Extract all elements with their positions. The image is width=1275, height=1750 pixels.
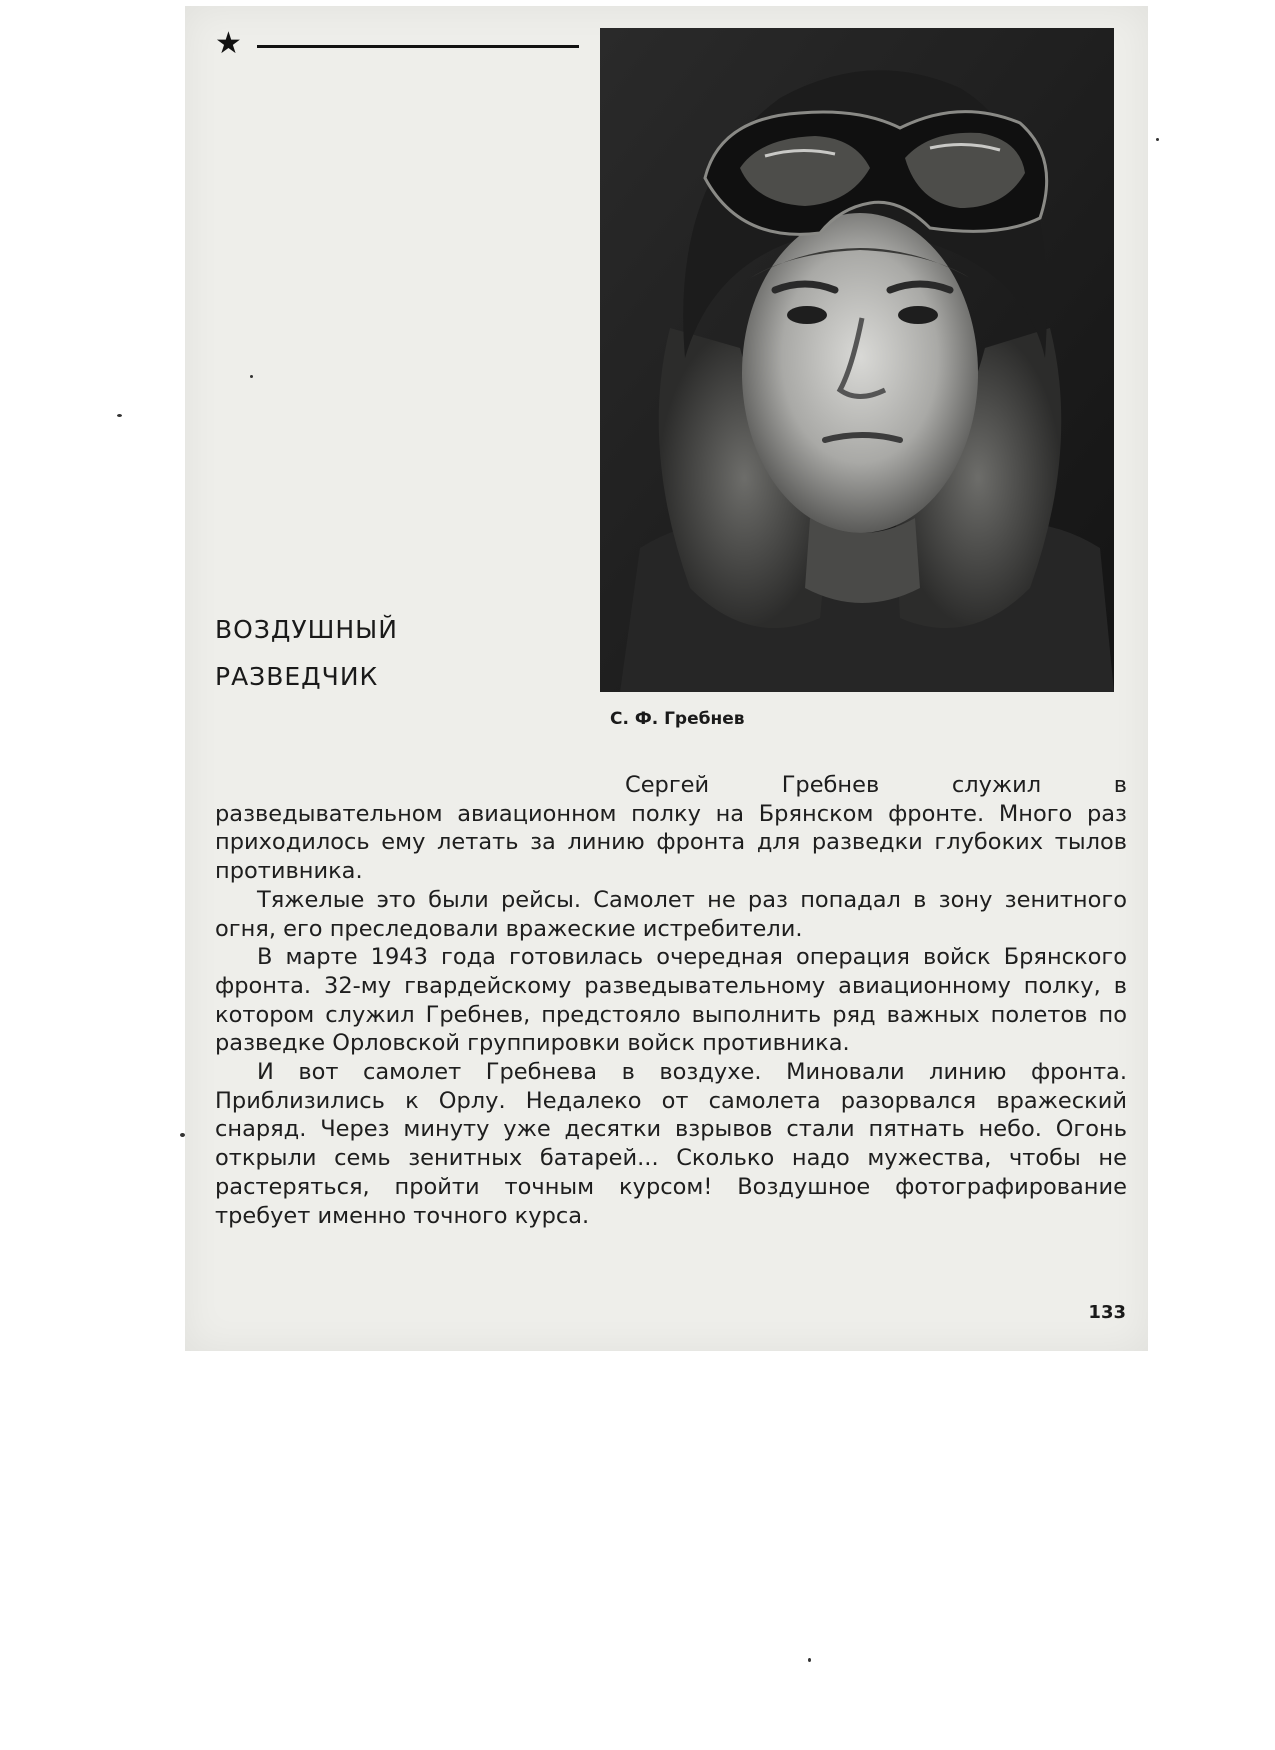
paragraph: Сергей Гребнев служил в разведывательном авиационном полку на Брянском фронте. Много раз приходилось ему летать за линию фронта для разведки глубоких тылов противника.: [215, 772, 1127, 885]
header-ornament: [215, 24, 575, 64]
book-page: [185, 6, 1148, 1351]
paragraph: Тяжелые это были рейсы. Самолет не раз попадал в зону зенитного огня, его преследовали вражеские истребители.: [215, 886, 1127, 942]
dust-speck: [117, 414, 122, 417]
page-number: 133: [1088, 1302, 1126, 1323]
paragraph: В марте 1943 года готовилась очередная операция войск Брянского фронта. 32-му гвардейскому разведывательному авиационному полку, в котором служил Гребнев, предстояло выполнить ряд важных полетов по разведке Орловской группировки войск противника.: [215, 944, 1127, 1057]
article-title-line-1: ВОЗДУШНЫЙ: [215, 615, 398, 644]
portrait-photo: [600, 28, 1114, 692]
article-title-line-2: РАЗВЕДЧИК: [215, 662, 379, 691]
dust-speck: [180, 1133, 185, 1137]
dust-speck: [1156, 138, 1159, 141]
article-title: [215, 606, 515, 700]
paragraph: И вот самолет Гребнева в воздухе. Миновали линию фронта. Приблизились к Орлу. Недалеко от самолета разорвался вражеский снаряд. Через минуту уже десятки взрывов стали пятнать небо. Огонь открыли семь зенитных батарей... Сколько надо мужества, чтобы не растеряться, пройти точным курсом! Воздушное фотографирование требует именно точного курса.: [215, 1059, 1127, 1229]
portrait-illustration: [600, 28, 1114, 692]
header-rule: [257, 45, 579, 48]
article-body: [215, 771, 1127, 1230]
dust-speck: [250, 375, 253, 378]
photo-caption: С. Ф. Гребнев: [610, 709, 745, 729]
dust-speck: [808, 1658, 811, 1662]
star-icon: ★: [215, 26, 242, 61]
